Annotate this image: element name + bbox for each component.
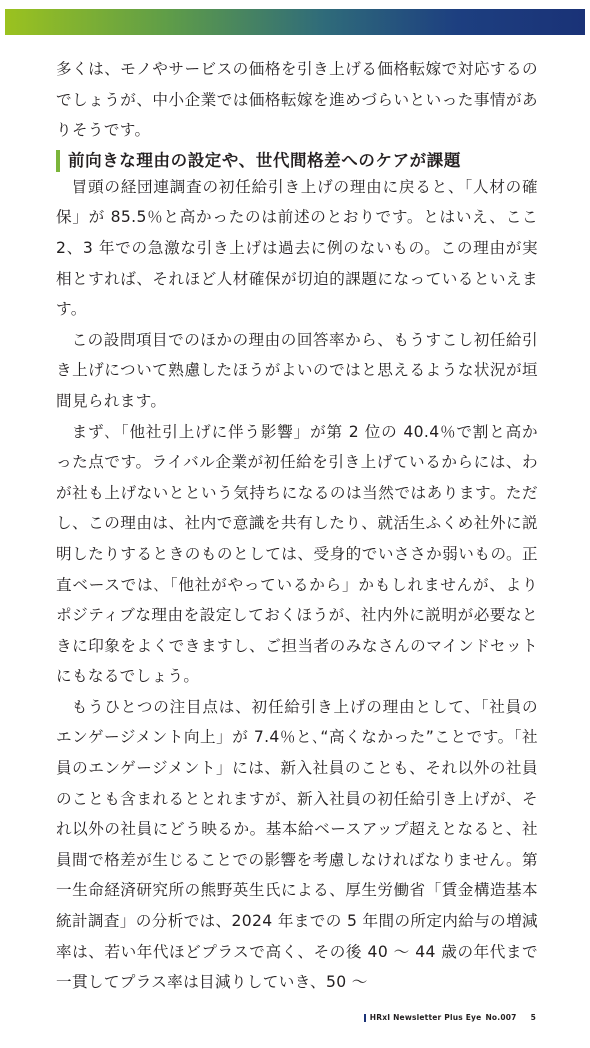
- body-paragraph-4: もうひとつの注目点は、初任給引き上げの理由として、「社員のエンゲージメント向上」が 7.4％と､“高くなかった”ことです。「社員のエンゲージメント」には、新入社員のことも、それ以外の社員のことも含まれるととれますが、新入社員の初任給引き上げが、それ以外の社員にどう映るか。基本給ベースアップ超えとなると、社員間で格差が生じることでの影響を考慮しなければなりません。第一生命経済研究所の熊野英生氏による、厚生労働省「賃金構造基本統計調査」の分析では、2024 年までの 5 年間の所定内給与の増減率は、若い年代ほどプラスで高く、その後 40 〜 44 歳の年代まで一貫してプラス率は目減りしていき、50 〜: [56, 697, 538, 992]
- page-footer: [364, 1013, 536, 1022]
- section-heading: 前向きな理由の設定や、世代間格差へのケアが課題: [56, 150, 538, 172]
- footer-publication: HRxI Newsletter Plus Eye: [369, 1013, 482, 1022]
- intro-paragraph: 多くは、モノやサービスの価格を引き上げる価格転嫁で対応するのでしょうが、中小企業では価格転嫁を進めづらいといった事情がありそうです。: [56, 60, 538, 140]
- header-gradient-bar: [5, 9, 585, 35]
- body-paragraph-1: 冒頭の経団連調査の初任給引き上げの理由に戻ると、「人材の確保」が 85.5％と高かったのは前述のとおりです。とはいえ、ここ 2、3 年での急激な引き上げは過去に例のないもの。この理由が実相とすれば、それほど人材確保が切迫的課題になっているといえます。: [56, 177, 538, 319]
- footer-issue: No.007: [485, 1013, 517, 1022]
- article-body: [56, 54, 538, 998]
- body-paragraph-2: この設問項目でのほかの理由の回答率から、もうすこし初任給引き上げについて熟慮したほうがよいのではと思えるような状況が垣間見られます。: [56, 330, 538, 410]
- body-paragraph-3: まず､「他社引上げに伴う影響」が第 2 位の 40.4％で割と高かった点です。ライバル企業が初任給を引き上げているからには、わが社も上げないとという気持ちになるのは当然ではあります。ただし、この理由は、社内で意識を共有したり、就活生ふくめ社外に説明したりするときのものとしては、受身的でいささか弱いもの。正直ベースでは､「他社がやっているから」かもしれませんが、よりポジティブな理由を設定しておくほうが、社内外に説明が必要なときに印象をよくできますし、ご担当者のみなさんのマインドセットにもなるでしょう。: [56, 422, 538, 686]
- footer-mark-icon: [364, 1014, 366, 1022]
- page-number: 5: [530, 1013, 536, 1022]
